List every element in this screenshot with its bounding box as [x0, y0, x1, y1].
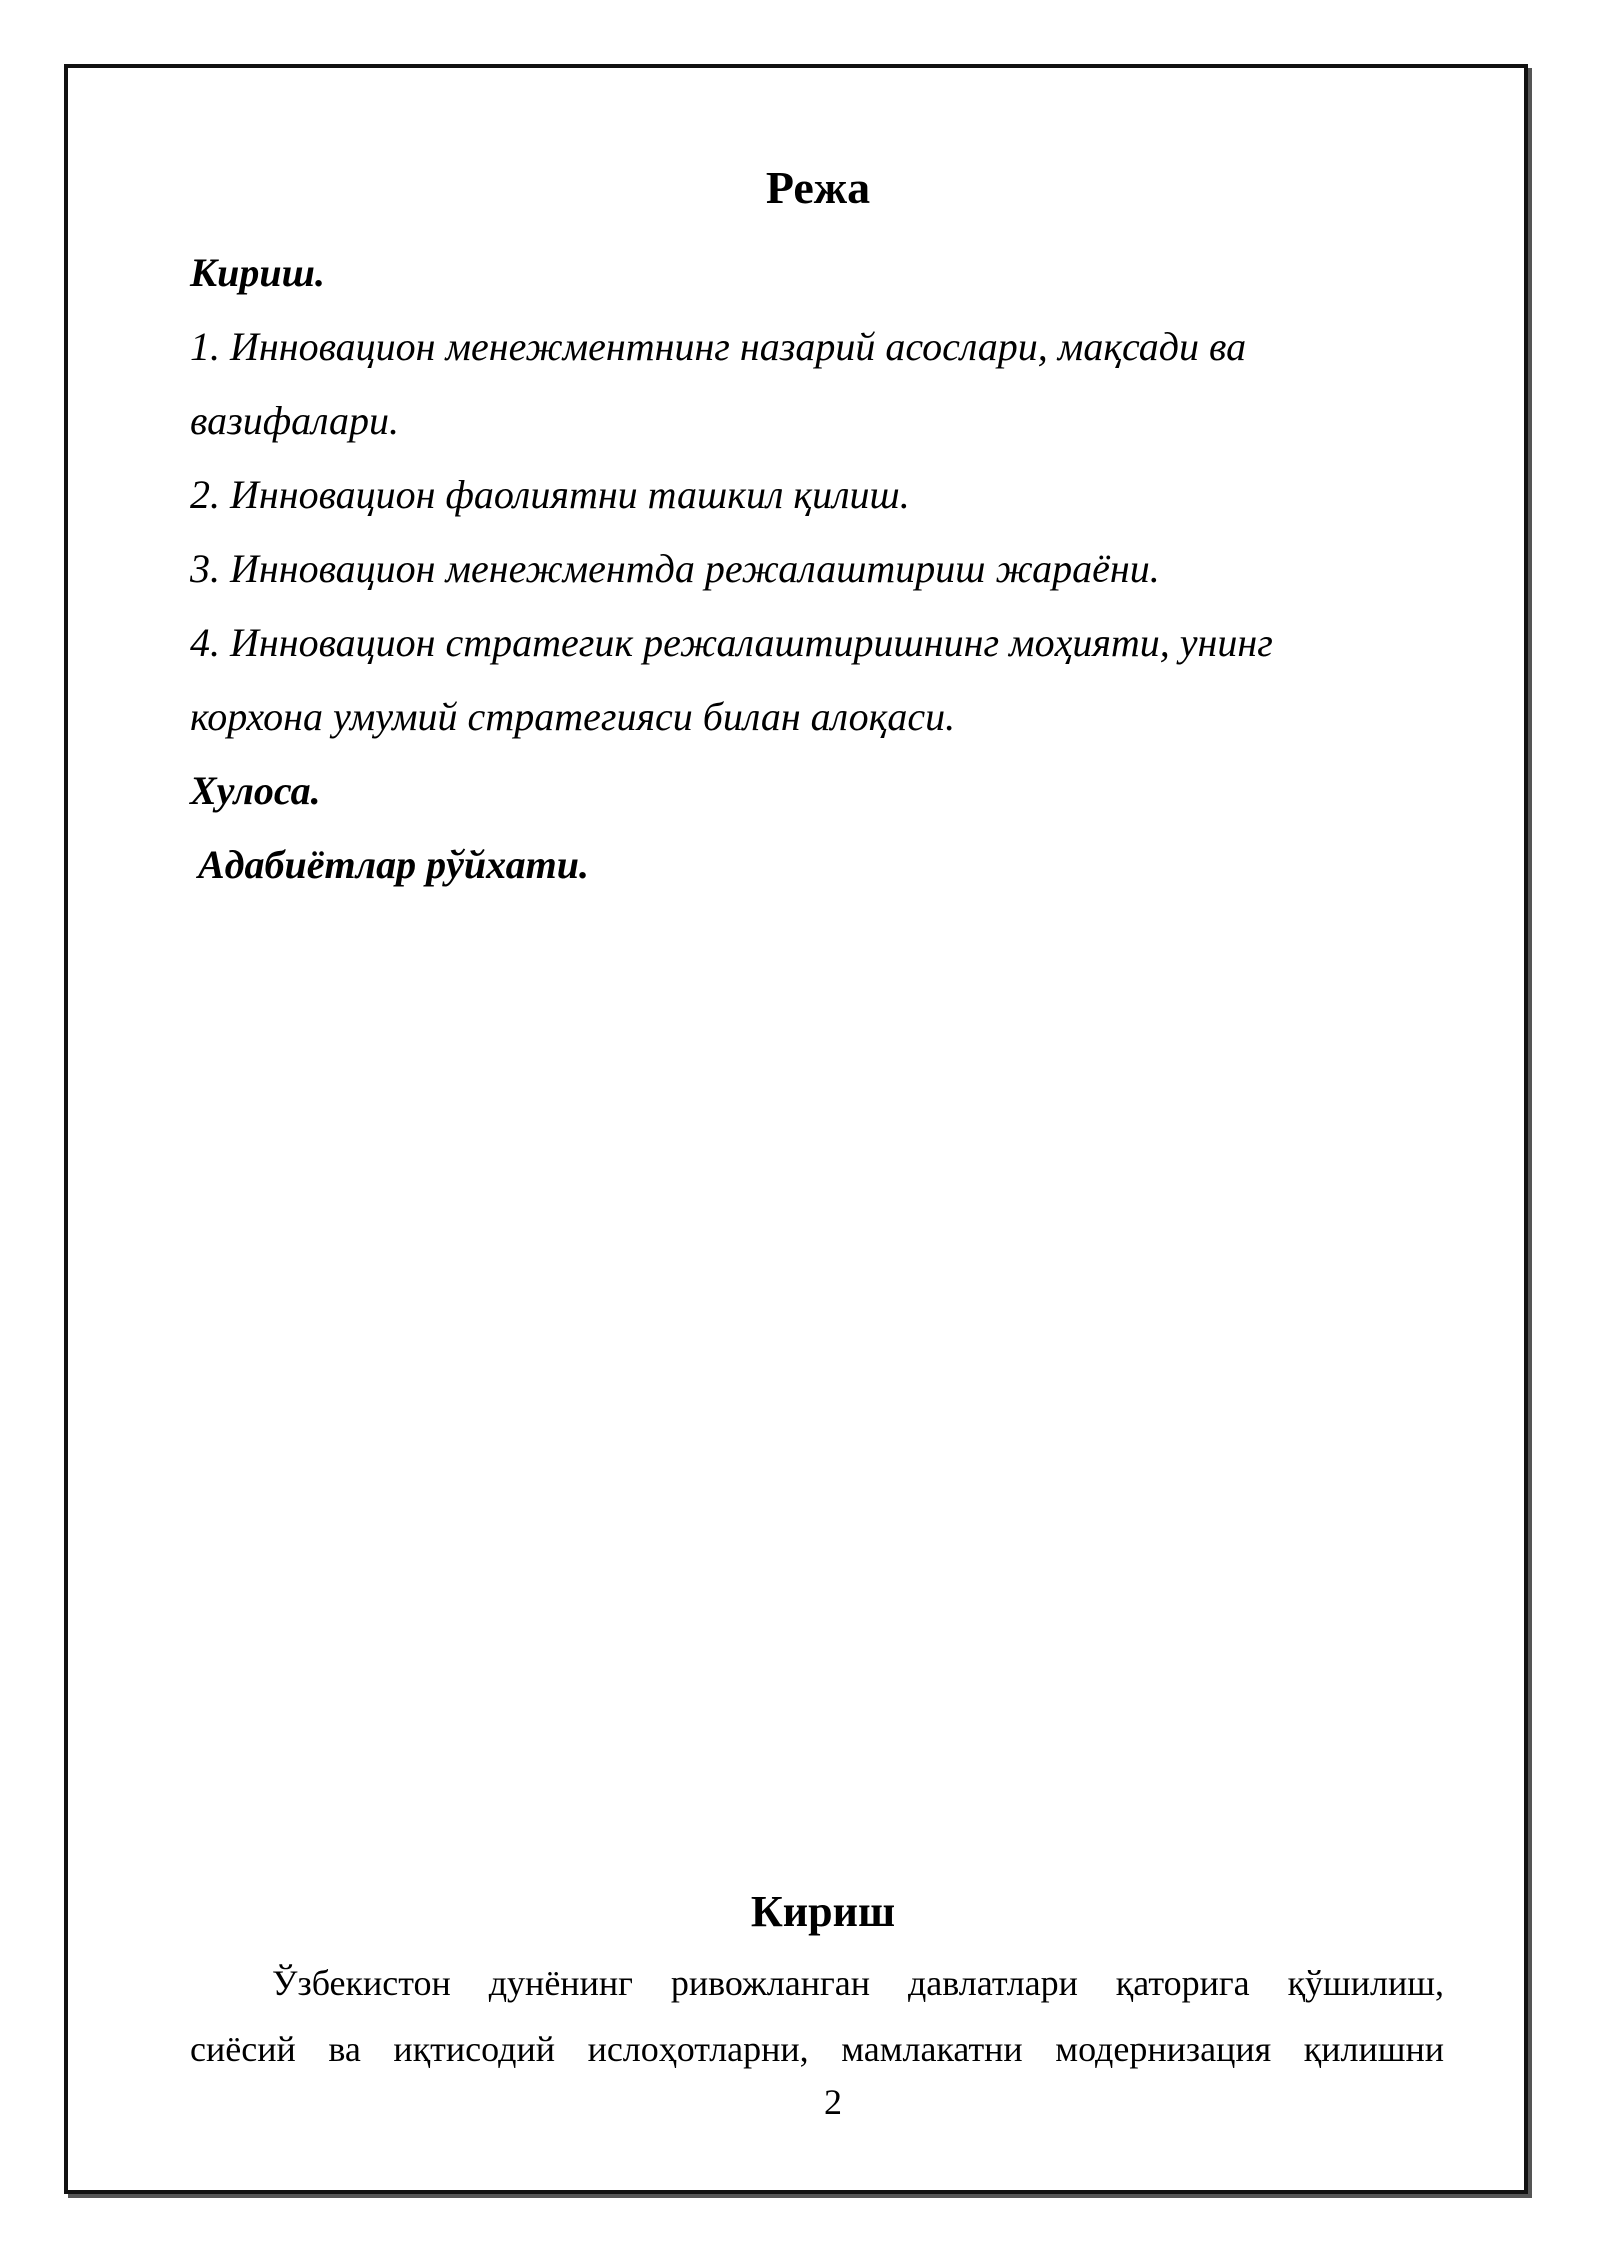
plan-intro: Кириш.	[190, 250, 325, 295]
page-number: 2	[824, 2082, 842, 2122]
plan-item-1	[190, 310, 1440, 384]
intro-section-title: Кириш	[750, 1887, 896, 1936]
plan-item-2-number: 2.	[190, 472, 220, 517]
plan-item-1-text: Инновацион менежментнинг назарий асослари, мақсади ва	[230, 324, 1247, 369]
intro-line-1: Ўзбекистон дунёнинг ривожланган давлатлари қаторига қўшилиш,	[272, 1963, 1444, 2003]
plan-references: Адабиётлар рўйхати.	[198, 842, 589, 887]
plan-item-3-number: 3.	[190, 546, 220, 591]
plan-conclusion: Хулоса.	[190, 768, 321, 813]
intro-paragraph	[190, 1950, 1444, 2082]
plan-item-4-number: 4.	[190, 620, 220, 665]
plan-item-4-text: Инновацион стратегик режалаштиришнинг моҳияти, унинг	[230, 620, 1273, 665]
plan-item-1-number: 1.	[190, 324, 220, 369]
plan-item-4-continuation: корхона умумий стратегияси билан алоқаси.	[190, 694, 956, 739]
plan-title: Режа	[765, 162, 871, 213]
plan-list	[190, 236, 1440, 902]
intro-line-2: сиёсий ва иқтисодий ислоҳотларни, мамлакатни модернизация қилишни	[190, 2029, 1444, 2069]
plan-item-3	[190, 532, 1440, 606]
plan-item-3-text: Инновацион менежментда режалаштириш жараёни.	[230, 546, 1160, 591]
plan-item-2-text: Инновацион фаолиятни ташкил қилиш.	[230, 472, 910, 517]
plan-item-4	[190, 606, 1440, 680]
plan-item-2	[190, 458, 1440, 532]
plan-item-1-continuation: вазифалари.	[190, 398, 400, 443]
